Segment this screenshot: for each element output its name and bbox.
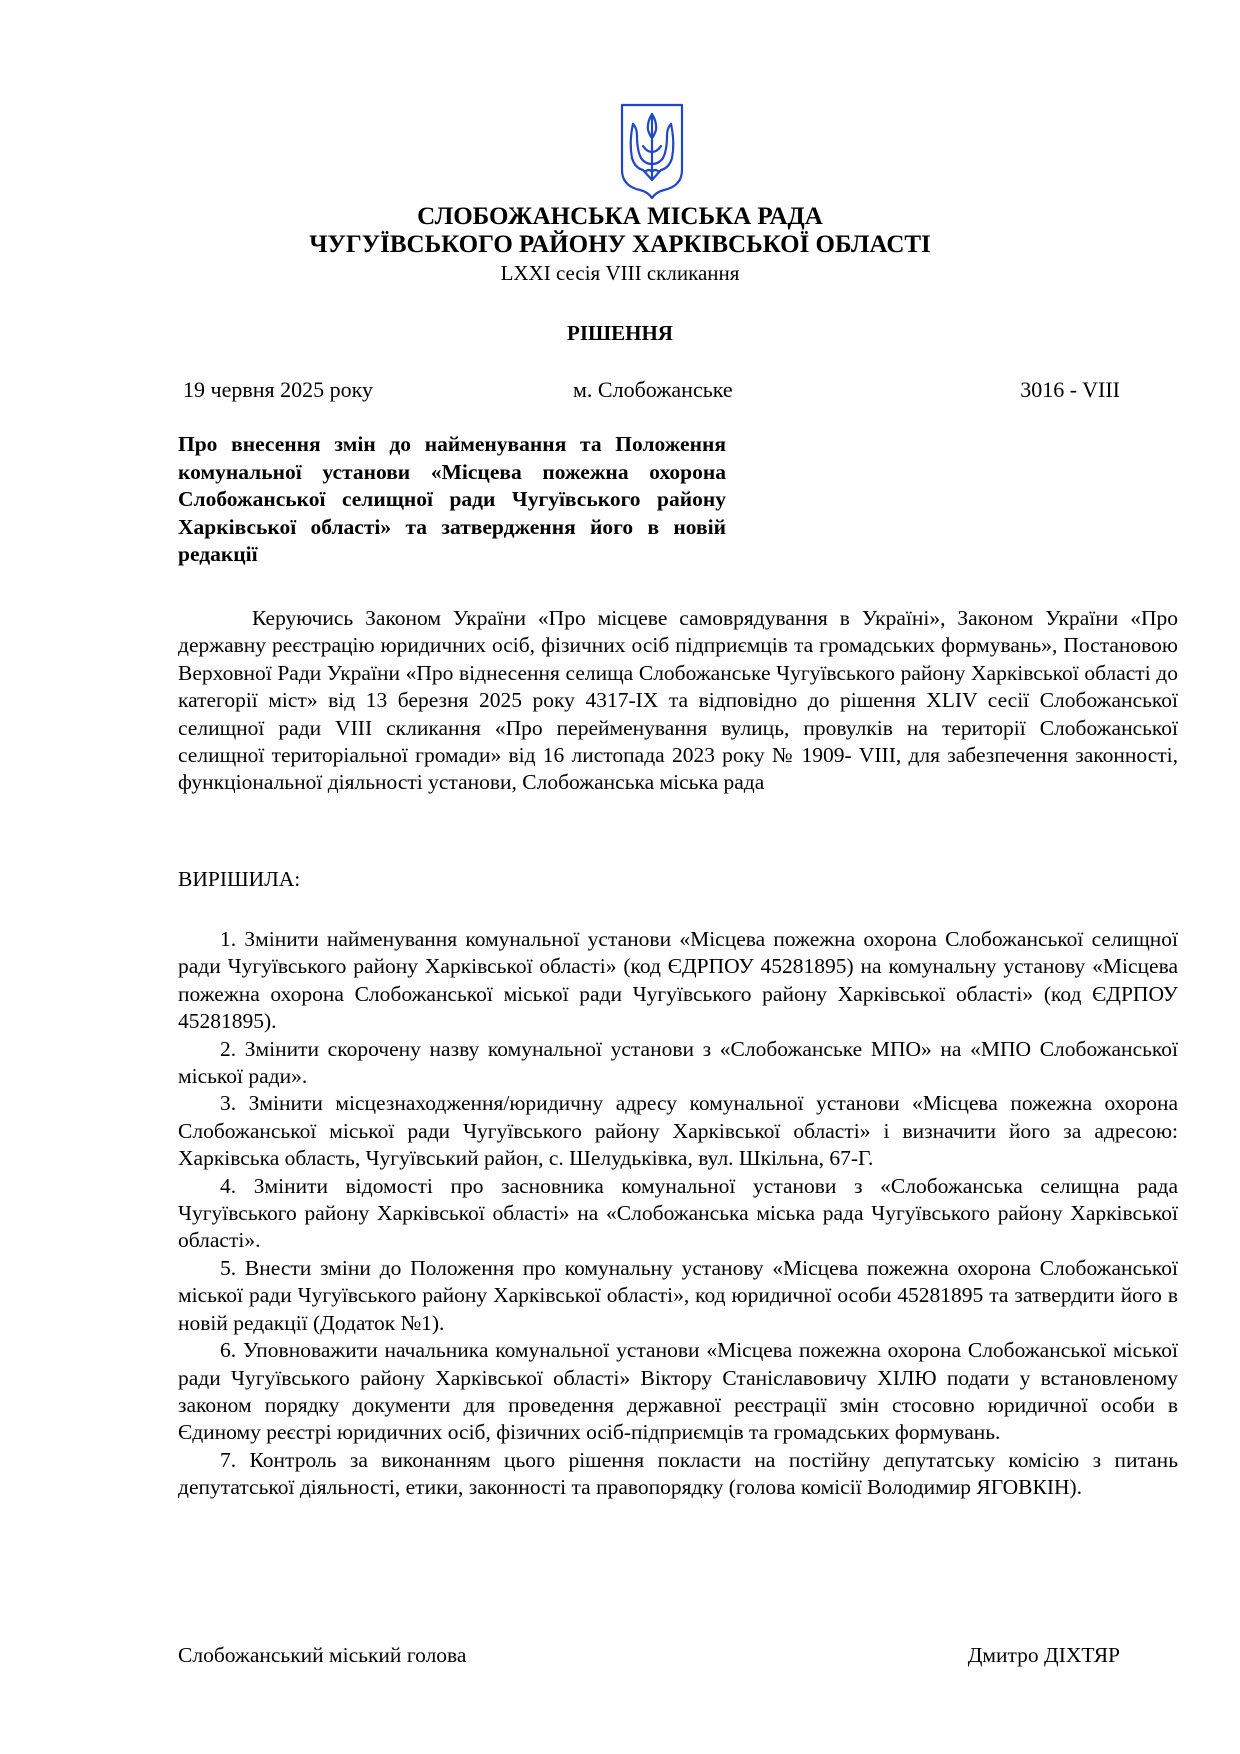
decision-city: м. Слобожанське	[573, 377, 733, 402]
tryzub-emblem-icon	[619, 102, 685, 200]
resolution-item-4: 4. Змінити відомості про засновника комунальної установи з «Слобожанська селищна рада Чугуївського району Харківської області» на «Слобожанська міська рада Чугуївського району Харківської області».	[178, 1173, 1178, 1253]
resolution-item-6: 6. Уповноважити начальника комунальної установи «Місцева пожежна охорона Слобожанської міської ради Чугуївського району Харківської області» Віктору Станіславовичу ХІЛЮ подати у встановленому законом порядку документи для проведення державної реєстрації змін стосовно юридичної особи в Єдиному реєстрі юридичних осіб, фізичних осіб-підприємців та громадських формувань.	[178, 1338, 1178, 1445]
resolution-item-2: 2. Змінити скорочену назву комунальної установи з «Слобожанське МПО» на «МПО Слобожанської міської ради».	[178, 1036, 1178, 1089]
resolution-item-7: 7. Контроль за виконанням цього рішення покласти на постійну депутатську комісію з питань депутатської діяльності, етики, законності та правопорядку (голова комісії Володимир ЯГОВКІН).	[178, 1447, 1178, 1500]
document-type-heading: РІШЕННЯ	[567, 321, 673, 345]
resolved-label: ВИРІШИЛА:	[178, 867, 301, 891]
district-name: ЧУГУЇВСЬКОГО РАЙОНУ ХАРКІВСЬКОЇ ОБЛАСТІ	[309, 231, 931, 258]
signatory-title: Слобожанський міський голова	[178, 1643, 467, 1667]
resolution-item-5: 5. Внести зміни до Положення про комунальну установу «Місцева пожежна охорона Слобожанської міської ради Чугуївського району Харківської області», код юридичної особи 45281895 та затвердити його в новій редакції (Додаток №1).	[178, 1255, 1178, 1335]
resolution-item-3: 3. Змінити місцезнаходження/юридичну адресу комунальної установи «Місцева пожежна охорона Слобожанської міської ради Чугуївського району Харківської області» і визначити його за адресою: Харківська область, Чугуївський район, с. Шелудьківка, вул. Шкільна, 67-Г.	[178, 1091, 1178, 1171]
decision-number: 3016 - VIII	[1020, 377, 1120, 402]
resolution-item-1: 1. Змінити найменування комунальної установи «Місцева пожежна охорона Слобожанської селищної ради Чугуївського району Харківської області» (код ЄДРПОУ 45281895) на комунальну установу «Місцева пожежна охорона Слобожанської міської ради Чугуївського району Харківської області» (код ЄДРПОУ 45281895).	[178, 927, 1178, 1034]
subject-text: Про внесення змін до найменування та Положення комунальної установи «Місцева пожежна охорона Слобожанської селищної ради Чугуївського району Харківської області» та затвердження його в новій редакції	[178, 432, 726, 566]
resolution-items	[178, 926, 1178, 1502]
decision-subject	[178, 431, 726, 569]
council-name: СЛОБОЖАНСЬКА МІСЬКА РАДА	[417, 203, 823, 230]
session-line: LXXI сесія VIII скликання	[500, 261, 740, 285]
decision-date: 19 червня 2025 року	[183, 377, 373, 402]
preamble-paragraph: Керуючись Законом України «Про місцеве самоврядування в Україні», Законом України «Про державну реєстрацію юридичних осіб, фізичних осіб підприємців та громадських формувань», Постановою Верховної Ради України «Про віднесення селища Слобожанське Чугуївського району Харківської області до категорії міст» від 13 березня 2025 року 4317-IX та відповідно до рішення XLIV сесії Слобожанської селищної ради VIII скликання «Про перейменування вулиць, провулків на території Слобожанської селищної територіальної громади» від 16 листопада 2023 року № 1909- VIII, для забезпечення законності, функціональної діяльності установи, Слобожанська міська рада	[178, 606, 1178, 795]
signatory-name: Дмитро ДІХТЯР	[967, 1643, 1120, 1667]
